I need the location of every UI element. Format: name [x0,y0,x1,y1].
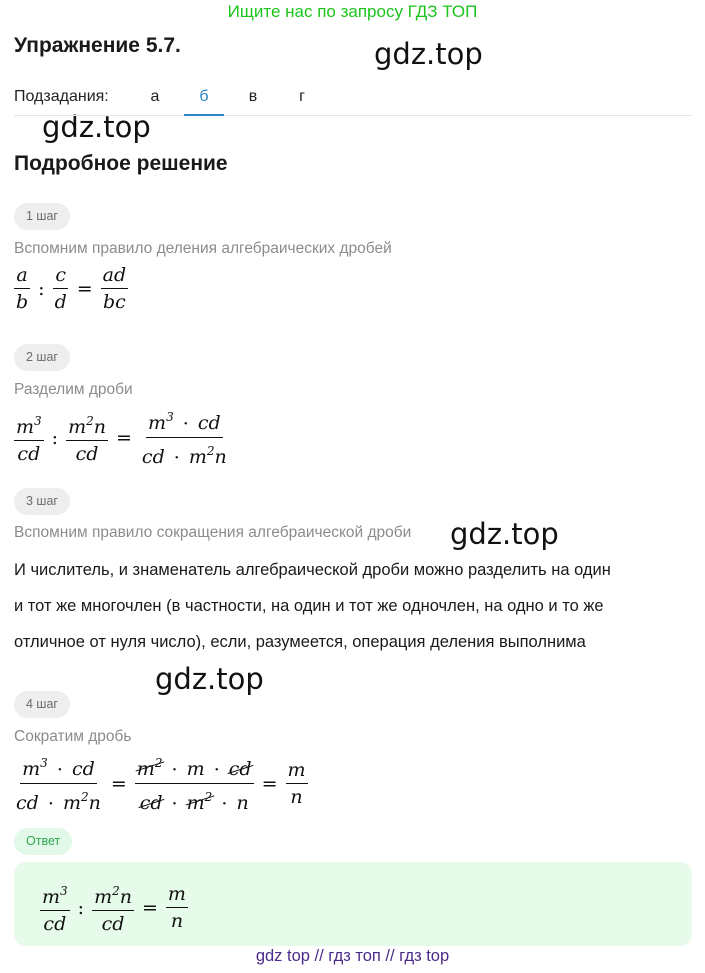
step-badge: 2 шаг [14,344,70,371]
footer-links[interactable]: gdz top // гдз топ // гдз top [255,947,450,965]
watermark: gdz.top [374,37,483,71]
step-badge: 1 шаг [14,203,70,230]
answer-badge: Ответ [14,828,72,855]
step-hint: Сократим дробь [14,728,132,745]
formula-reduce: $\frac{m^3 \cdot cd}{cd \cdot m^2n}$ = $\frac{m^2 \cdot m \cdot cd}{cd \cdot m^2 \cdot n}$ = $\frac{m}{n}$ [12,752,310,815]
subtask-tab-b[interactable]: б [184,88,224,116]
rule-text: И числитель, и знаменатель алгебраической дроби можно разделить на один и тот же многочлен (в частности, на один и тот же одночлен, на одно и то же отличное от нуля число), если, разумеется, операция деления выполнима [14,561,611,651]
step-hint: Вспомним правило сокращения алгебраической дроби [14,524,412,541]
step-hint: Разделим дроби [14,381,133,398]
subtasks-label: Подзадания: [14,88,109,105]
subtask-tab-g[interactable]: г [299,88,305,105]
formula-division-rule: $\frac{a}{b}$ : $\frac{c}{d}$ = $\frac{ad}{bc}$ [16,264,127,313]
subtask-tab-a[interactable]: а [150,88,160,105]
formula-divide-fractions: $\frac{m^3}{cd}$ : $\frac{m^2n}{cd}$ = $\frac{m^3 \cdot cd}{cd \cdot m^2n}$ [12,406,231,469]
top-banner: Ищите нас по запросу ГДЗ ТОП [227,2,478,21]
section-title: Подробное решение [14,152,228,175]
subtasks-bar [14,86,692,116]
step-hint: Вспомним правило деления алгебраических дробей [14,240,392,257]
exercise-title: Упражнение 5.7. [14,34,181,57]
watermark: gdz.top [450,517,559,551]
watermark: gdz.top [155,662,264,696]
subtask-tab-v[interactable]: в [248,88,258,105]
formula-answer: $\frac{m^3}{cd}$ : $\frac{m^2n}{cd}$ = $\frac{m}{n}$ [38,880,190,935]
watermark: gdz.top [42,110,151,144]
step-badge: 3 шаг [14,488,70,515]
step-badge: 4 шаг [14,691,70,718]
